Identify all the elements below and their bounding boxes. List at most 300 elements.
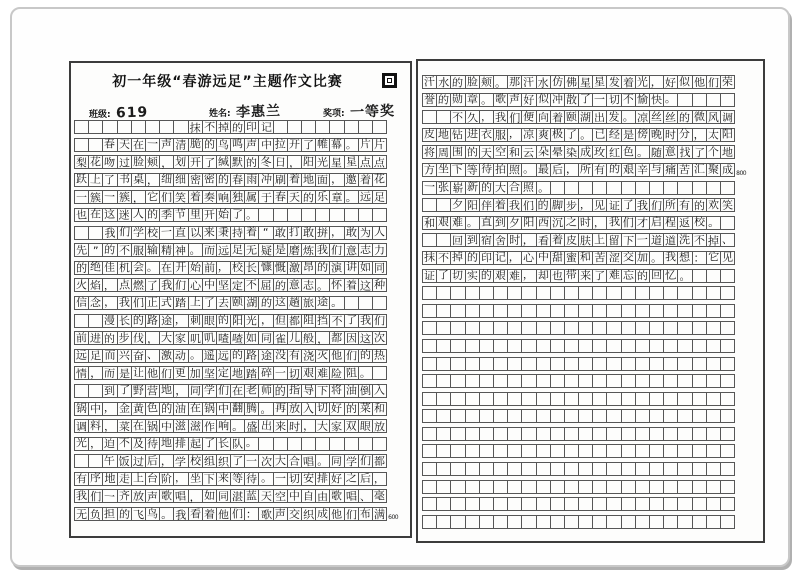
handwritten-char: 我	[636, 198, 648, 212]
handwritten-char: 最	[537, 163, 549, 177]
handwritten-char: ，	[480, 110, 492, 124]
handwritten-char: 光	[245, 314, 258, 328]
grid-cell	[329, 261, 344, 275]
grid-cell	[564, 233, 579, 247]
grid-cell	[301, 331, 316, 345]
grid-cell	[536, 339, 551, 353]
grid-cell	[507, 321, 522, 335]
grid-cell	[188, 190, 203, 204]
grid-cell	[188, 419, 203, 433]
grid-cell	[102, 489, 117, 503]
grid-cell	[692, 480, 707, 494]
handwritten-char: 。	[537, 181, 549, 195]
handwritten-char: 脚	[551, 198, 564, 212]
grid-cell	[258, 437, 273, 451]
grid-cell	[521, 357, 536, 371]
grid-cell	[606, 462, 621, 476]
handwritten-char: 正	[147, 295, 159, 309]
grid-row	[74, 437, 398, 451]
grid-cell	[706, 75, 721, 89]
grid-cell	[173, 489, 188, 503]
handwritten-char: 伴	[480, 198, 493, 213]
grid-cell	[315, 226, 330, 240]
grid-cell	[706, 110, 721, 124]
grid-cell	[329, 296, 344, 310]
grid-cell	[479, 321, 494, 335]
grid-cell	[287, 454, 302, 468]
grid-cell	[358, 226, 373, 240]
handwritten-char: 心	[189, 279, 201, 293]
grid-cell	[117, 314, 132, 328]
grid-cell	[536, 251, 551, 265]
grid-cell	[677, 321, 692, 335]
grid-cell	[202, 384, 217, 398]
handwritten-char: ，	[508, 127, 521, 142]
handwritten-char: 帷	[317, 137, 329, 151]
grid-cell	[230, 138, 245, 152]
handwritten-char: ，	[104, 279, 116, 293]
grid-cell	[301, 472, 316, 486]
grid-cell	[521, 93, 536, 107]
grid-cell	[720, 128, 735, 142]
grid-row	[74, 243, 398, 257]
handwritten-char: 的	[359, 348, 372, 362]
grid-cell	[88, 138, 103, 152]
grid-cell	[663, 233, 678, 247]
handwritten-char: 长	[118, 314, 131, 328]
grid-cell	[592, 409, 607, 423]
handwritten-char: 甜	[551, 251, 564, 265]
grid-cell	[216, 120, 231, 134]
grid-cell	[145, 120, 160, 134]
grid-cell	[692, 304, 707, 318]
grid-cell	[372, 402, 387, 416]
grid-cell	[493, 392, 508, 406]
handwritten-char: 。	[650, 251, 663, 266]
handwritten-char: 一	[104, 190, 116, 204]
handwritten-char: 踏	[246, 367, 258, 381]
grid-cell	[465, 110, 480, 124]
grid-cell	[329, 208, 344, 222]
grid-cell	[258, 190, 273, 204]
handwritten-char: 成	[721, 163, 734, 178]
grid-cell	[273, 384, 288, 398]
grid-cell	[88, 190, 103, 204]
handwritten-char: 。	[260, 402, 272, 416]
handwritten-char: 的	[104, 331, 116, 346]
handwritten-char: 了	[104, 173, 116, 187]
handwritten-char: 定	[232, 279, 244, 293]
grid-cell	[422, 198, 437, 212]
grid-cell	[720, 357, 735, 371]
handwritten-char: 切	[288, 472, 301, 487]
handwritten-char: ，	[693, 128, 705, 142]
handwritten-char: 汗	[523, 75, 535, 89]
grid-cell	[592, 392, 607, 406]
grid-cell	[550, 181, 565, 195]
handwritten-char: 迷	[118, 208, 130, 222]
grid-cell	[273, 489, 288, 503]
grid-cell	[621, 392, 636, 406]
handwritten-char: 过	[118, 155, 130, 170]
grid-cell	[102, 314, 117, 328]
grid-cell	[102, 296, 117, 310]
grid-cell	[677, 163, 692, 177]
grid-cell	[692, 75, 707, 89]
handwritten-char: 没	[274, 348, 286, 362]
grid-cell	[621, 198, 636, 212]
grid-cell	[145, 349, 160, 363]
handwritten-char: 锅	[147, 419, 159, 433]
grid-cell	[258, 278, 273, 292]
handwritten-char: 苦	[594, 251, 606, 265]
grid-cell	[273, 208, 288, 222]
grid-cell	[706, 145, 721, 159]
handwritten-char: 痛	[665, 163, 677, 177]
grid-cell	[358, 402, 373, 416]
handwritten-char: 了	[203, 296, 216, 310]
handwritten-char: 怀	[331, 278, 343, 292]
handwritten-char: 片	[374, 138, 386, 152]
grid-cell	[372, 384, 387, 398]
handwritten-char: 书	[118, 172, 130, 186]
grid-cell	[465, 357, 480, 371]
grid-cell	[315, 472, 330, 486]
grid-cell	[635, 374, 650, 388]
grid-cell	[244, 507, 259, 521]
grid-row	[74, 296, 398, 310]
grid-cell	[202, 437, 217, 451]
grid-cell	[202, 331, 217, 345]
grid-cell	[422, 497, 437, 511]
grid-cell	[436, 374, 451, 388]
handwritten-char: 这	[274, 295, 286, 310]
handwritten-char: 花	[90, 155, 102, 169]
handwritten-char: 看	[537, 234, 549, 248]
handwritten-char: 让	[132, 366, 145, 380]
handwritten-char: 交	[288, 507, 301, 521]
grid-cell	[287, 296, 302, 310]
grid-cell	[216, 366, 231, 380]
grid-cell	[88, 472, 103, 486]
grid-cell	[592, 93, 607, 107]
handwritten-char: 疑	[260, 244, 272, 258]
grid-cell	[521, 497, 536, 511]
grid-cell	[692, 357, 707, 371]
grid-row	[74, 261, 398, 275]
handwritten-char: 钻	[452, 128, 464, 142]
handwritten-char: 程	[665, 216, 677, 230]
grid-cell	[273, 296, 288, 310]
handwritten-char: 的	[693, 198, 705, 213]
grid-cell	[258, 489, 273, 503]
grid-cell	[117, 173, 132, 187]
handwritten-char: 神	[175, 243, 187, 258]
grid-cell	[493, 444, 508, 458]
grid-cell	[344, 402, 359, 416]
grid-cell	[131, 419, 146, 433]
grid-cell	[450, 339, 465, 353]
grid-cell	[606, 357, 621, 371]
grid-cell	[536, 269, 551, 283]
handwritten-char: 机	[118, 261, 130, 275]
grid-cell	[117, 437, 132, 451]
handwritten-char: 将	[423, 145, 436, 160]
handwritten-char: 和	[579, 250, 592, 265]
grid-cell	[273, 138, 288, 152]
grid-cell	[329, 437, 344, 451]
grid-cell	[188, 454, 203, 468]
handwritten-char: 加	[189, 366, 201, 380]
grid-cell	[372, 437, 387, 451]
grid-cell	[315, 155, 330, 169]
handwritten-char: 奋	[132, 349, 144, 363]
handwritten-char: 蜜	[565, 251, 578, 266]
grid-cell	[273, 366, 288, 380]
grid-cell	[287, 226, 302, 240]
handwritten-char: 的	[466, 145, 479, 160]
handwritten-char: 慷	[260, 260, 272, 275]
grid-cell	[287, 402, 302, 416]
grid-cell	[188, 296, 203, 310]
grid-cell	[592, 321, 607, 335]
handwritten-char: 阳	[721, 127, 734, 141]
grid-cell	[578, 444, 593, 458]
grid-cell	[88, 208, 103, 222]
grid-cell	[102, 138, 117, 152]
handwritten-char: 簇	[90, 191, 102, 205]
handwritten-char: 雀	[274, 331, 286, 346]
handwritten-char: 衣	[480, 127, 493, 142]
grid-cell	[550, 321, 565, 335]
grid-cell	[706, 304, 721, 318]
handwritten-char: 精	[161, 243, 173, 257]
handwritten-char: 个	[707, 145, 719, 159]
grid-cell	[550, 374, 565, 388]
grid-cell	[159, 226, 174, 240]
grid-cell	[677, 110, 692, 124]
handwritten-char: 途	[260, 349, 272, 363]
grid-cell	[521, 286, 536, 300]
handwritten-char: 天	[288, 190, 301, 205]
grid-cell	[74, 331, 89, 345]
grid-cell	[173, 261, 188, 275]
grid-cell	[649, 444, 664, 458]
handwritten-char: 们	[622, 216, 634, 230]
class-field	[89, 102, 148, 121]
grid-cell	[450, 444, 465, 458]
grid-cell	[301, 384, 316, 398]
grid-cell	[287, 120, 302, 134]
handwritten-char: 的	[76, 261, 88, 275]
grid-cell	[465, 216, 480, 230]
grid-cell	[578, 216, 593, 230]
grid-cell	[649, 216, 664, 230]
handwritten-char: 校	[693, 215, 705, 229]
grid-cell	[564, 286, 579, 300]
handwritten-char: 念	[90, 296, 102, 311]
grid-cell	[422, 251, 437, 265]
grid-cell	[578, 181, 593, 195]
handwritten-char: 颐	[565, 109, 578, 124]
grid-cell	[258, 402, 273, 416]
grid-cell	[564, 515, 579, 529]
grid-cell	[663, 321, 678, 335]
grid-cell	[315, 454, 330, 468]
grid-cell	[592, 110, 607, 124]
handwritten-char: 演	[331, 261, 343, 275]
handwritten-char: 的	[274, 384, 286, 398]
grid-cell	[635, 251, 650, 265]
handwritten-char: 地	[160, 383, 173, 398]
grid-cell	[329, 331, 344, 345]
handwritten-char: 油	[345, 384, 357, 398]
handwritten-char: 到	[466, 233, 478, 247]
grid-cell	[677, 145, 692, 159]
grid-cell	[301, 208, 316, 222]
grid-cell	[536, 427, 551, 441]
handwritten-char: 待	[480, 162, 493, 177]
grid-cell	[258, 454, 273, 468]
grid-cell	[663, 145, 678, 159]
grid-cell	[287, 190, 302, 204]
grid-cell	[663, 75, 678, 89]
handwritten-char: 晚	[650, 128, 663, 142]
grid-cell	[493, 462, 508, 476]
grid-cell	[315, 331, 330, 345]
grid-cell	[315, 208, 330, 222]
grid-cell	[88, 437, 103, 451]
grid-cell	[145, 419, 160, 433]
handwritten-char: 的	[118, 507, 130, 521]
grid-cell	[88, 349, 103, 363]
grid-cell	[230, 419, 245, 433]
handwritten-char: 一	[160, 225, 173, 239]
handwritten-char: 清	[175, 138, 187, 152]
grid-cell	[131, 296, 146, 310]
grid-cell	[202, 155, 217, 169]
grid-cell	[173, 454, 188, 468]
grid-cell	[216, 331, 231, 345]
grid-cell	[131, 437, 146, 451]
handwritten-char: 愉	[636, 92, 649, 107]
handwritten-char: 齐	[118, 489, 130, 503]
handwritten-char: ，	[523, 233, 535, 248]
grid-row	[422, 462, 746, 476]
grid-row	[74, 472, 398, 486]
grid-cell	[344, 489, 359, 503]
grid-cell	[621, 233, 636, 247]
handwritten-char: 新	[466, 180, 479, 194]
grid-cell	[230, 472, 245, 486]
grid-cell	[74, 454, 89, 468]
handwritten-char: 荣	[721, 74, 734, 89]
grid-cell	[507, 163, 522, 177]
grid-cell	[315, 296, 330, 310]
grid-cell	[329, 173, 344, 187]
grid-cell	[315, 402, 330, 416]
handwritten-char: 同	[189, 384, 201, 399]
grid-cell	[450, 269, 465, 283]
handwritten-char: 天	[480, 146, 492, 160]
grid-cell	[479, 145, 494, 159]
grid-cell	[159, 472, 174, 486]
grid-row	[74, 120, 398, 134]
handwritten-char: 在	[132, 418, 145, 433]
grid-cell	[536, 444, 551, 458]
handwritten-char: 片	[359, 137, 372, 151]
grid-cell	[465, 462, 480, 476]
grid-cell	[102, 278, 117, 292]
grid-cell	[507, 93, 522, 107]
handwritten-char: 所	[665, 198, 677, 212]
grid-cell	[720, 181, 735, 195]
grid-cell	[372, 226, 387, 240]
handwritten-char: 走	[118, 472, 130, 487]
handwritten-char: 已	[594, 127, 606, 141]
handwritten-char: 在	[231, 384, 244, 399]
handwritten-char: 他	[331, 507, 343, 521]
handwritten-char: 桌	[132, 172, 145, 187]
grid-cell	[188, 173, 203, 187]
handwritten-char: 切	[288, 367, 300, 381]
grid-cell	[315, 278, 330, 292]
grid-cell	[344, 507, 359, 521]
handwritten-char: 下	[317, 384, 329, 399]
grid-cell	[273, 278, 288, 292]
grid-cell	[372, 278, 387, 292]
grid-cell	[649, 304, 664, 318]
grid-cell	[720, 163, 735, 177]
handwritten-char: 中	[203, 278, 216, 292]
grid-cell	[550, 497, 565, 511]
handwritten-char: 冲	[551, 92, 563, 107]
grid-cell	[720, 286, 735, 300]
grid-cell	[372, 173, 387, 187]
grid-cell	[564, 163, 579, 177]
grid-cell	[216, 296, 231, 310]
grid-cell	[88, 155, 103, 169]
grid-cell	[159, 138, 174, 152]
handwritten-char: 水	[537, 76, 549, 89]
handwritten-char: 远	[217, 349, 230, 364]
grid-cell	[706, 269, 721, 283]
grid-cell	[216, 243, 231, 257]
grid-cell	[230, 507, 245, 521]
grid-cell	[450, 321, 465, 335]
handwritten-char: 情	[75, 367, 88, 381]
grid-cell	[493, 198, 508, 212]
grid-cell	[230, 366, 245, 380]
handwritten-char: 章	[331, 190, 343, 204]
grid-cell	[436, 75, 451, 89]
grid-cell	[521, 75, 536, 89]
name-label: 姓名:	[209, 109, 231, 119]
grid-cell	[564, 145, 579, 159]
grid-cell	[493, 286, 508, 300]
handwritten-char: 一	[146, 137, 159, 151]
handwritten-char: 之	[345, 471, 357, 486]
handwritten-char: 合	[288, 454, 301, 468]
handwritten-char: 的	[452, 75, 464, 90]
grid-cell	[692, 444, 707, 458]
grid-cell	[436, 515, 451, 529]
grid-cell	[536, 321, 551, 335]
grid-row	[422, 75, 746, 89]
right-page-grid	[422, 75, 746, 532]
handwritten-char: 阶	[160, 472, 173, 487]
grid-cell	[720, 93, 735, 107]
